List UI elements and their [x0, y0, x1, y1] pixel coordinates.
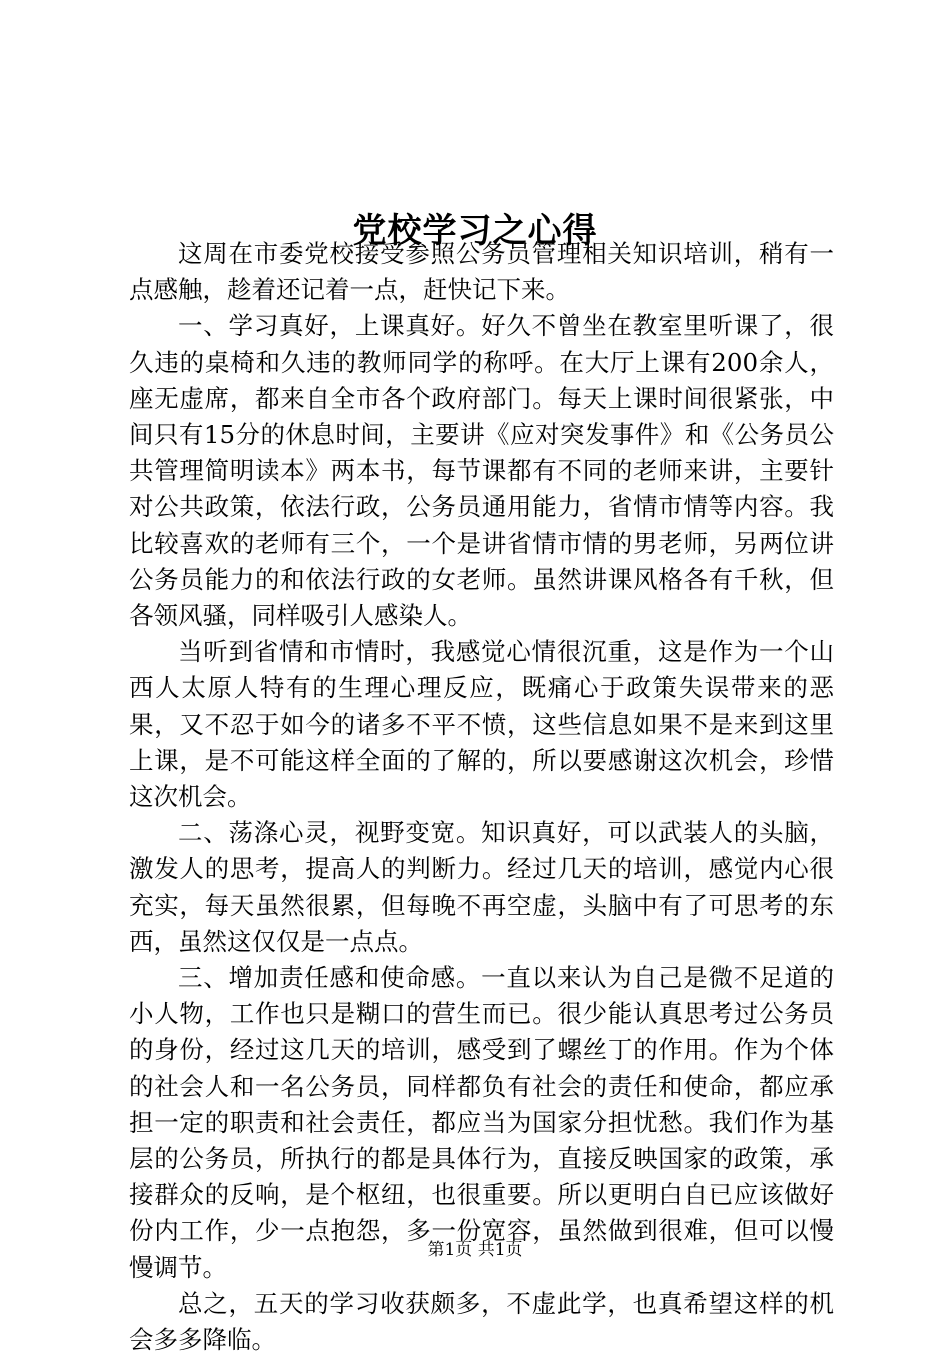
paragraph-conclusion: 总之，五天的学习收获颇多，不虚此学，也真希望这样的机会多多降临。 — [129, 1288, 834, 1355]
paragraph-section-1-cont: 当听到省情和市情时，我感觉心情很沉重，这是作为一个山西人太原人特有的生理心理反应，既痛心于政策失误带来的恶果，又不忍于如今的诸多不平不愤，这些信息如果不是来到这里上课，是不可能这样全面的了解的，所以要感谢这次机会，珍惜这次机会。 — [129, 637, 834, 812]
paragraph-section-3: 三、增加责任感和使命感。一直以来认为自己是微不足道的小人物，工作也只是糊口的营生而已。很少能认真思考过公务员的身份，经过这几天的培训，感受到了螺丝丁的作用。作为个体的社会人和一名公务员，同样都负有社会的责任和使命，都应承担一定的职责和社会责任，都应当为国家分担忧愁。我们作为基层的公务员，所执行的都是具体行为，直接反映国家的政策，承接群众的反响，是个枢纽，也很重要。所以更明白自已应该做好份内工作，少一点抱怨，多一份宽容，虽然做到很难，但可以慢慢调节。 — [129, 963, 834, 1282]
document-title: 党校学习之心得 — [352, 210, 598, 251]
page-number-footer: 第1页 共1页 — [427, 1240, 523, 1260]
paragraph-intro: 这周在市委党校接受参照公务员管理相关知识培训，稍有一点感触，趁着还记着一点，赶快记下来。 — [129, 239, 834, 305]
paragraph-section-2: 二、荡涤心灵，视野变宽。知识真好，可以武装人的头脑，激发人的思考，提高人的判断力。经过几天的培训，感觉内心很充实，每天虽然很累，但每晚不再空虚，头脑中有了可思考的东西，虽然这仅仅是一点点。 — [129, 818, 834, 956]
paragraph-section-1: 一、学习真好，上课真好。好久不曾坐在教室里听课了，很久违的桌椅和久违的教师同学的称呼。在大厅上课有200余人，座无虚席，都来自全市各个政府部门。每天上课时间很紧张，中间只有15分的休息时间，主要讲《应对突发事件》和《公务员公共管理简明读本》两本书，每节课都有不同的老师来讲，主要针对公共政策，依法行政，公务员通用能力，省情市情等内容。我比较喜欢的老师有三个，一个是讲省情市情的男老师，另两位讲公务员能力的和依法行政的女老师。虽然讲课风格各有千秋，但各领风骚，同样吸引人感染人。 — [129, 311, 834, 631]
document-body — [129, 236, 834, 1358]
